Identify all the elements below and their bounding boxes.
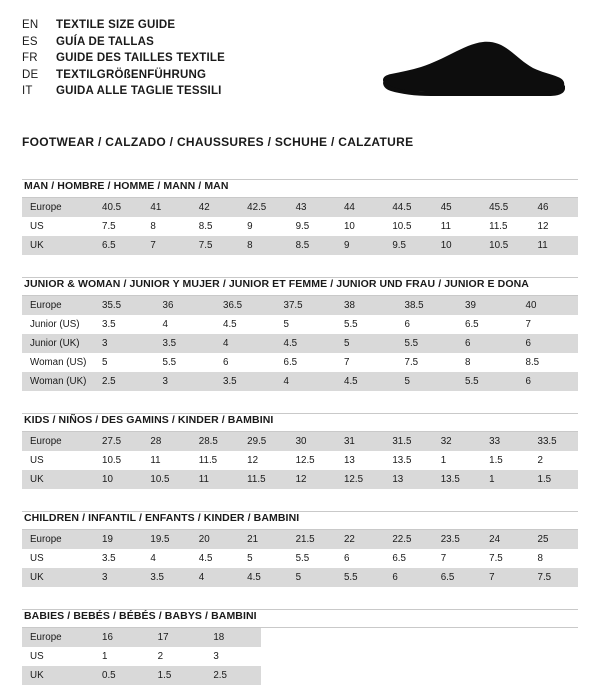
cell: 3 [94,568,142,587]
cell: 6.5 [457,315,518,334]
cell: 35.5 [94,296,155,315]
size-table-junior-woman [22,296,578,391]
cell: 45.5 [481,198,529,217]
cell: 5 [336,334,397,353]
section-junior-woman [22,277,578,391]
size-table-man [22,198,578,255]
cell: 5 [397,372,458,391]
cell: 11.5 [239,470,287,489]
cell: 16 [94,628,150,647]
cell: 24 [481,530,529,549]
cell: 1 [481,470,529,489]
cell: 8 [239,236,287,255]
cell: 46 [530,198,578,217]
cell: 6 [457,334,518,353]
table-row [22,432,578,451]
table-row [22,666,261,685]
cell: 7.5 [94,217,142,236]
row-label: Europe [22,628,94,647]
cell: 3 [94,334,155,353]
cell: 11 [433,217,481,236]
cell: 4.5 [191,549,239,568]
cell: 7.5 [397,353,458,372]
language-title: GUIDA ALLE TAGLIE TESSILI [56,85,222,97]
cell: 6.5 [276,353,337,372]
cell: 2.5 [94,372,155,391]
cell: 2.5 [205,666,261,685]
cell: 7 [142,236,190,255]
row-label: UK [22,236,94,255]
cell: 7.5 [191,236,239,255]
cell: 10 [336,217,384,236]
cell: 8.5 [288,236,336,255]
table-row [22,236,578,255]
cell: 6 [384,568,432,587]
cell: 13.5 [433,470,481,489]
cell: 45 [433,198,481,217]
cell: 4.5 [239,568,287,587]
cell: 13 [336,451,384,470]
cell: 8 [142,217,190,236]
language-title: GUÍA DE TALLAS [56,35,154,48]
cell: 6 [518,334,579,353]
cell: 36 [155,296,216,315]
row-label: Europe [22,432,94,451]
cell: 38 [336,296,397,315]
language-title: TEXTILE SIZE GUIDE [56,19,176,31]
cell: 25 [530,530,578,549]
cell: 43 [288,198,336,217]
section-babies [22,609,578,685]
table-row [22,315,578,334]
cell: 7 [433,549,481,568]
cell: 10 [94,470,142,489]
cell: 3.5 [155,334,216,353]
cell: 44.5 [384,198,432,217]
cell: 10.5 [94,451,142,470]
cell: 7.5 [481,549,529,568]
cell: 7.5 [530,568,578,587]
cell: 4 [155,315,216,334]
cell: 11.5 [481,217,529,236]
cell: 5.5 [457,372,518,391]
cell: 9.5 [384,236,432,255]
cell: 17 [150,628,206,647]
cell: 7 [481,568,529,587]
cell: 6 [518,372,579,391]
cell: 4.5 [336,372,397,391]
language-row [22,51,225,67]
cell: 31 [336,432,384,451]
table-row [22,530,578,549]
cell: 36.5 [215,296,276,315]
cell: 10.5 [384,217,432,236]
cell: 22.5 [384,530,432,549]
cell: 5 [239,549,287,568]
cell: 44 [336,198,384,217]
cell: 4 [191,568,239,587]
cell: 6 [215,353,276,372]
row-label: UK [22,666,94,685]
cell: 10.5 [481,236,529,255]
cell: 3 [205,647,261,666]
table-row [22,568,578,587]
row-label: Europe [22,296,94,315]
cell: 6 [397,315,458,334]
table-row [22,628,261,647]
cell: 1 [433,451,481,470]
cell: 23.5 [433,530,481,549]
cell: 1.5 [481,451,529,470]
cell: 10 [433,236,481,255]
cell: 5 [276,315,337,334]
cell: 0.5 [94,666,150,685]
section-title: JUNIOR & WOMAN / JUNIOR Y MUJER / JUNIOR ET FEMME / JUNIOR UND FRAU / JUNIOR E DONA [24,278,529,290]
cell: 1.5 [150,666,206,685]
cell: 12 [288,470,336,489]
table-row [22,198,578,217]
row-label: UK [22,568,94,587]
cell: 3.5 [94,315,155,334]
section-kids [22,413,578,489]
row-label: Junior (US) [22,315,94,334]
cell: 8.5 [191,217,239,236]
cell: 6.5 [384,549,432,568]
row-label: Woman (UK) [22,372,94,391]
table-row [22,353,578,372]
cell: 13 [384,470,432,489]
cell: 13.5 [384,451,432,470]
cell: 5.5 [288,549,336,568]
cell: 5.5 [155,353,216,372]
cell: 8 [530,549,578,568]
cell: 38.5 [397,296,458,315]
row-label: Europe [22,198,94,217]
cell: 39 [457,296,518,315]
row-label: US [22,549,94,568]
table-row [22,451,578,470]
cell: 22 [336,530,384,549]
row-label: US [22,451,94,470]
cell: 9 [239,217,287,236]
cell: 9.5 [288,217,336,236]
cell: 9 [336,236,384,255]
cell: 12 [239,451,287,470]
cell: 4 [215,334,276,353]
cell: 6.5 [433,568,481,587]
cell: 5 [94,353,155,372]
row-label: Europe [22,530,94,549]
cell: 6.5 [94,236,142,255]
section-title: BABIES / BEBÉS / BÉBÉS / BABYS / BAMBINI [24,610,257,622]
cell: 33 [481,432,529,451]
section-title: MAN / HOMBRE / HOMME / MANN / MAN [24,180,229,192]
row-label: UK [22,470,94,489]
language-code: DE [22,68,39,81]
table-row [22,470,578,489]
cell: 12 [530,217,578,236]
language-title: TEXTILGRÖßENFÜHRUNG [56,68,207,81]
cell: 1 [94,647,150,666]
cell: 42 [191,198,239,217]
cell: 8 [457,353,518,372]
cell: 5.5 [397,334,458,353]
language-title: GUIDE DES TAILLES TEXTILE [56,52,225,64]
cell: 2 [150,647,206,666]
cell: 1.5 [530,470,578,489]
cell: 4 [276,372,337,391]
section-title: CHILDREN / INFANTIL / ENFANTS / KINDER / BAMBINI [24,512,300,524]
table-row [22,549,578,568]
cell: 29.5 [239,432,287,451]
cell: 20 [191,530,239,549]
cell: 28 [142,432,190,451]
cell: 37.5 [276,296,337,315]
language-code: FR [22,52,38,64]
size-table-children [22,530,578,587]
cell: 21.5 [288,530,336,549]
cell: 33.5 [530,432,578,451]
section-children [22,511,578,587]
cell: 11 [142,451,190,470]
row-label: Woman (US) [22,353,94,372]
cell: 5.5 [336,568,384,587]
language-row [22,18,225,34]
cell: 4 [142,549,190,568]
category-heading: FOOTWEAR / CALZADO / CHAUSSURES / SCHUHE / CALZATURE [22,135,414,149]
cell: 3.5 [94,549,142,568]
cell: 8.5 [518,353,579,372]
language-title-list [22,18,225,100]
size-table-kids [22,432,578,489]
cell: 7 [336,353,397,372]
page-header [22,18,578,118]
cell: 31.5 [384,432,432,451]
cell: 4.5 [276,334,337,353]
cell: 5.5 [336,315,397,334]
cell: 12.5 [288,451,336,470]
cell: 11 [191,470,239,489]
cell: 5 [288,568,336,587]
row-label: US [22,647,94,666]
cell: 41 [142,198,190,217]
cell: 42.5 [239,198,287,217]
language-code: ES [22,35,38,48]
language-row [22,35,225,51]
cell: 10.5 [142,470,190,489]
cell: 18 [205,628,261,647]
cell: 6 [336,549,384,568]
row-label: Junior (UK) [22,334,94,353]
language-code: EN [22,19,39,31]
section-man [22,179,578,255]
cell: 30 [288,432,336,451]
cell: 3.5 [142,568,190,587]
cell: 3 [155,372,216,391]
cell: 40.5 [94,198,142,217]
table-row [22,372,578,391]
section-title: KIDS / NIÑOS / DES GAMINS / KINDER / BAMBINI [24,414,274,426]
table-row [22,296,578,315]
cell: 28.5 [191,432,239,451]
table-row [22,334,578,353]
cell: 11 [530,236,578,255]
language-row [22,84,225,100]
cell: 32 [433,432,481,451]
row-label: US [22,217,94,236]
cell: 27.5 [94,432,142,451]
cell: 11.5 [191,451,239,470]
cell: 19 [94,530,142,549]
dress-shoe-icon [376,40,566,118]
cell: 12.5 [336,470,384,489]
size-table-babies [22,628,261,685]
table-row [22,217,578,236]
language-row [22,68,225,84]
cell: 21 [239,530,287,549]
cell: 7 [518,315,579,334]
table-row [22,647,261,666]
cell: 3.5 [215,372,276,391]
cell: 4.5 [215,315,276,334]
cell: 19.5 [142,530,190,549]
cell: 2 [530,451,578,470]
language-code: IT [22,85,33,97]
cell: 40 [518,296,579,315]
